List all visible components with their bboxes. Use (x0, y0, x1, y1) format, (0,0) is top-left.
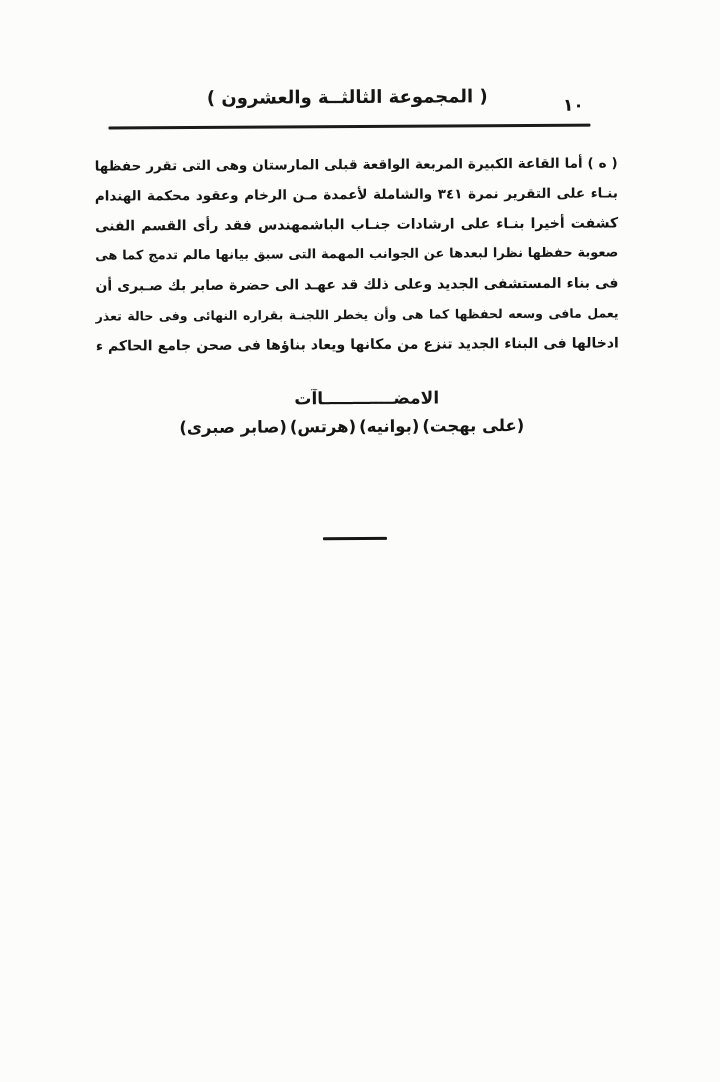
page-number: ١٠ (562, 95, 584, 116)
paragraph-line: ( ه ) أما القاعة الكبيرة المربعة الواقعة قبلى المارستان وهى التى تقرر حفظها (94, 155, 618, 175)
signature-name: (صابر صبرى) (179, 417, 287, 438)
paragraph-line: فى بناء المستشفى الجديد وعلى ذلك قد عهـد الى حضرة صابر بك صـبرى أن (95, 275, 619, 295)
paragraph-line: يعمل مافى وسعه لحفظها كما هى وأن يخطر اللجنـة بقراره النهائى وفى حالة تعذر (95, 305, 619, 324)
paragraph-line: صعوبة حفظها نظرا لبعدها عن الجوانب المهمة التى سبق بيانها مالم تدمج كما هى (95, 245, 619, 264)
signature-name: (بوانيه) (359, 416, 420, 437)
paragraph-line: بنـاء على التقرير نمرة ٣٤١ والشاملة لأعمدة مـن الرخام وعقود محكمة الهندام (94, 185, 618, 205)
header-rule (108, 124, 590, 130)
signatures-label: الامضــــــــــــاآت (294, 388, 440, 410)
signature-name: (هرتس) (289, 417, 357, 437)
end-divider (323, 537, 387, 540)
signature-name: (على بهجت) (422, 415, 525, 436)
signatures-row (179, 416, 524, 437)
paragraph-line: كشفت أخيرا بنـاء على ارشادات جنـاب الباشمهندس فقد رأى القسم الفنى (95, 215, 619, 235)
body-paragraph (95, 148, 619, 361)
running-header-title: ( المجموعة الثالثــة والعشرون ) (206, 86, 488, 109)
paragraph-line: ادخالها فى البناء الجديد تنزع من مكانها ويعاد بناؤها فى صحن جامع الحاكم ء (95, 335, 619, 355)
